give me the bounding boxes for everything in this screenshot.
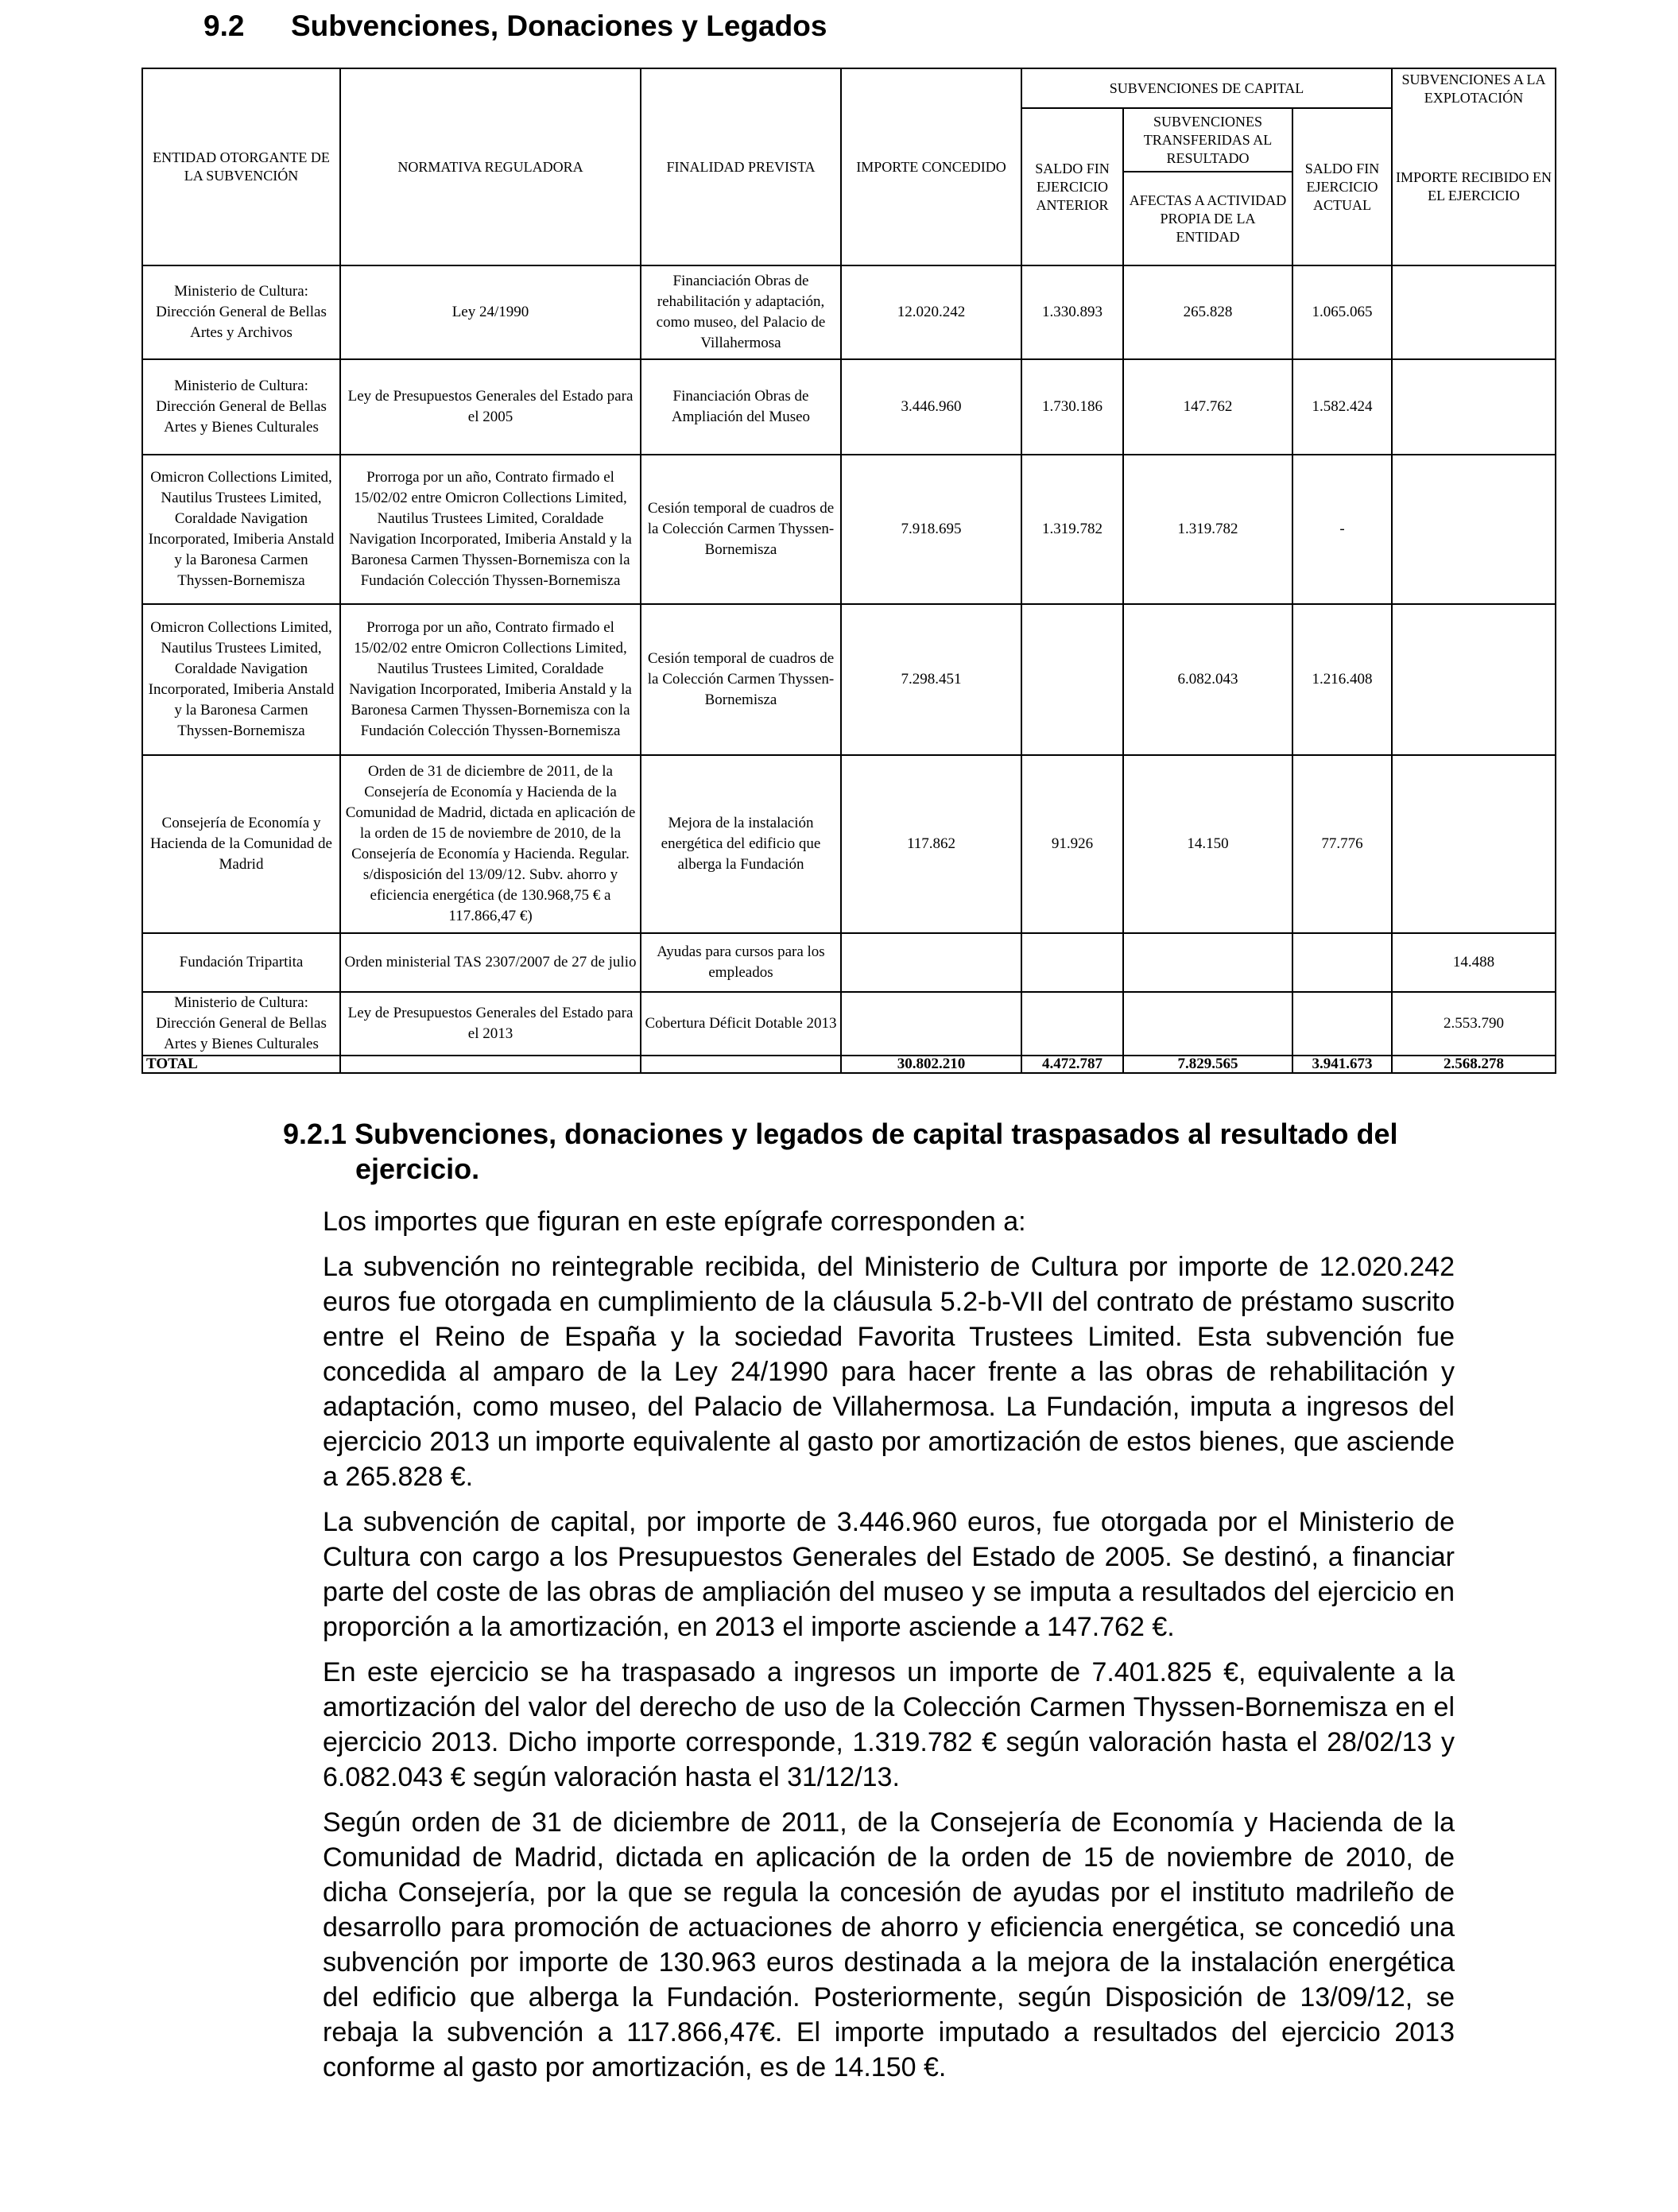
cell-entidad: Ministerio de Cultura: Dirección General de Bellas Artes y Bienes Culturales [142,992,340,1056]
cell-normativa: Prorroga por un año, Contrato firmado el 15/02/02 entre Omicron Collections Limited, Nautilus Trustees Limited, Coraldade Navigation Incorporated, Imiberia Anstald y la Baronesa Carmen Thyssen-Bornemisza con la Fundación Colección Thyssen-Bornemisza [340,604,641,755]
cell-afectas: 147.762 [1123,359,1292,455]
table-row [142,455,1556,604]
paragraph-consejeria-madrid: Según orden de 31 de diciembre de 2011, de la Consejería de Economía y Hacienda de la Comunidad de Madrid, dictada en aplicación de la orden de 15 de noviembre de 2010, de dicha Consejería, por la que se regula la concesión de ayudas por el instituto madrileño de desarrollo para promoción de actuaciones de ahorro y eficiencia energética, se concedió una subvención por importe de 130.963 euros destinada a la mejora de la instalación energética del edificio que alberga la Fundación. Posteriormente, según Disposición de 13/09/12, se rebaja la subvención a 117.866,47€. El importe imputado a resultados del ejercicio 2013 conforme al gasto por amortización, es de 14.150 €. [323,1807,1455,2082]
header-explotacion-group: SUBVENCIONES A LA EXPLOTACIÓN [1392,68,1556,108]
total-empty-normativa [340,1056,641,1073]
total-saldo-anterior: 4.472.787 [1021,1056,1123,1073]
cell-recibido [1392,755,1556,933]
subsection-heading [283,1117,1475,1187]
header-saldo-anterior: SALDO FIN EJERCICIO ANTERIOR [1021,108,1123,265]
cell-importe: 7.298.451 [841,604,1021,755]
cell-importe: 117.862 [841,755,1021,933]
cell-importe: 12.020.242 [841,265,1021,359]
cell-saldo-anterior [1021,992,1123,1056]
cell-finalidad: Cesión temporal de cuadros de la Colección Carmen Thyssen-Bornemisza [641,455,841,604]
cell-normativa: Ley de Presupuestos Generales del Estado para el 2005 [340,359,641,455]
cell-saldo-actual: 77.776 [1292,755,1392,933]
cell-afectas [1123,992,1292,1056]
paragraph-subvencion-capital: La subvención de capital, por importe de 3.446.960 euros, fue otorgada por el Ministerio de Cultura con cargo a los Presupuestos Generales del Estado de 2005. Se destinó, a financiar parte del coste de las obras de ampliación del museo y se imputa a resultados del ejercicio en proporción a la amortización, en 2013 el importe asciende a 147.762 €. [323,1507,1455,1642]
cell-saldo-anterior: 1.730.186 [1021,359,1123,455]
cell-afectas [1123,933,1292,992]
paragraph-intro: Los importes que figuran en este epígrafe corresponden a: [323,1207,1026,1237]
cell-entidad: Ministerio de Cultura: Dirección General de Bellas Artes y Archivos [142,265,340,359]
total-afectas: 7.829.565 [1123,1056,1292,1073]
section-number: 9.2 [203,10,245,42]
cell-entidad: Omicron Collections Limited, Nautilus Trustees Limited, Coraldade Navigation Incorporated, Imiberia Anstald y la Baronesa Carmen Thyssen-Bornemisza [142,455,340,604]
paragraph-coleccion-thyssen: En este ejercicio se ha traspasado a ingresos un importe de 7.401.825 €, equivalente a la amortización del valor del derecho de uso de la Colección Carmen Thyssen-Bornemisza en el ejercicio 2013. Dicho importe corresponde, 1.319.782 € según valoración hasta el 28/02/13 y 6.082.043 € según valoración hasta el 31/12/13. [323,1657,1455,1792]
header-importe: IMPORTE CONCEDIDO [841,68,1021,265]
cell-normativa: Prorroga por un año, Contrato firmado el 15/02/02 entre Omicron Collections Limited, Nautilus Trustees Limited, Coraldade Navigation Incorporated, Imiberia Anstald y la Baronesa Carmen Thyssen-Bornemisza con la Fundación Colección Thyssen-Bornemisza [340,455,641,604]
cell-recibido [1392,359,1556,455]
cell-entidad: Consejería de Economía y Hacienda de la Comunidad de Madrid [142,755,340,933]
cell-saldo-anterior: 91.926 [1021,755,1123,933]
section-heading [203,10,827,43]
table-row [142,359,1556,455]
cell-finalidad: Cobertura Déficit Dotable 2013 [641,992,841,1056]
cell-saldo-anterior: 1.330.893 [1021,265,1123,359]
subsection-title-line2: ejercicio. [355,1152,480,1185]
cell-importe: 7.918.695 [841,455,1021,604]
cell-recibido [1392,265,1556,359]
cell-saldo-anterior [1021,604,1123,755]
table-row [142,755,1556,933]
total-empty-finalidad [641,1056,841,1073]
cell-normativa: Ley de Presupuestos Generales del Estado para el 2013 [340,992,641,1056]
cell-importe [841,992,1021,1056]
cell-importe [841,933,1021,992]
total-row [142,1056,1556,1073]
header-capital-group: SUBVENCIONES DE CAPITAL [1021,68,1392,108]
cell-afectas: 265.828 [1123,265,1292,359]
cell-recibido: 2.553.790 [1392,992,1556,1056]
header-afectas: AFECTAS A ACTIVIDAD PROPIA DE LA ENTIDAD [1123,172,1292,265]
cell-normativa: Ley 24/1990 [340,265,641,359]
cell-saldo-actual: 1.582.424 [1292,359,1392,455]
cell-entidad: Omicron Collections Limited, Nautilus Trustees Limited, Coraldade Navigation Incorporated, Imiberia Anstald y la Baronesa Carmen Thyssen-Bornemisza [142,604,340,755]
cell-saldo-actual [1292,933,1392,992]
cell-saldo-anterior [1021,933,1123,992]
cell-normativa: Orden de 31 de diciembre de 2011, de la Consejería de Economía y Hacienda de la Comunidad de Madrid, dictada en aplicación de la orden de 15 de noviembre de 2010, de la Consejería de Economía y Hacienda. Regular. s/disposición del 13/09/12. Subv. ahorro y eficiencia energética (de 130.968,75 € a 117.866,47 €) [340,755,641,933]
cell-finalidad: Financiación Obras de rehabilitación y adaptación, como museo, del Palacio de Villahermosa [641,265,841,359]
subsection-title-line1: 9.2.1 Subvenciones, donaciones y legados de capital traspasados al resultado del [283,1118,1398,1150]
paragraph-ministerio-cultura: La subvención no reintegrable recibida, del Ministerio de Cultura por importe de 12.020.242 euros fue otorgada en cumplimiento de la cláusula 5.2-b-VII del contrato de préstamo suscrito entre el Reino de España y la sociedad Favorita Trustees Limited. Esta subvención fue concedida al amparo de la Ley 24/1990 para hacer frente a las obras de rehabilitación y adaptación, como museo, del Palacio de Villahermosa. La Fundación, imputa a ingresos del ejercicio 2013 un importe equivalente al gasto por amortización de estos bienes, que asciende a 265.828 €. [323,1252,1455,1492]
cell-recibido [1392,604,1556,755]
cell-finalidad: Ayudas para cursos para los empleados [641,933,841,992]
header-row-1 [142,68,1556,108]
header-finalidad: FINALIDAD PREVISTA [641,68,841,265]
cell-finalidad: Mejora de la instalación energética del edificio que alberga la Fundación [641,755,841,933]
cell-finalidad: Cesión temporal de cuadros de la Colección Carmen Thyssen-Bornemisza [641,604,841,755]
header-saldo-actual: SALDO FIN EJERCICIO ACTUAL [1292,108,1392,265]
total-label: TOTAL [142,1056,340,1073]
section-title: Subvenciones, Donaciones y Legados [291,10,827,42]
table-row [142,604,1556,755]
cell-entidad: Ministerio de Cultura: Dirección General de Bellas Artes y Bienes Culturales [142,359,340,455]
cell-afectas: 6.082.043 [1123,604,1292,755]
cell-normativa: Orden ministerial TAS 2307/2007 de 27 de julio [340,933,641,992]
header-entidad: ENTIDAD OTORGANTE DE LA SUBVENCIÓN [142,68,340,265]
cell-saldo-actual: 1.065.065 [1292,265,1392,359]
cell-afectas: 1.319.782 [1123,455,1292,604]
body-text [323,1204,1455,2095]
cell-saldo-actual [1292,992,1392,1056]
table-row [142,933,1556,992]
cell-recibido: 14.488 [1392,933,1556,992]
total-saldo-actual: 3.941.673 [1292,1056,1392,1073]
header-transferidas: SUBVENCIONES TRANSFERIDAS AL RESULTADO [1123,108,1292,172]
total-recibido: 2.568.278 [1392,1056,1556,1073]
cell-saldo-actual: - [1292,455,1392,604]
table-row [142,265,1556,359]
cell-finalidad: Financiación Obras de Ampliación del Museo [641,359,841,455]
cell-recibido [1392,455,1556,604]
subsidies-table [141,68,1556,1074]
table-row [142,992,1556,1056]
cell-saldo-actual: 1.216.408 [1292,604,1392,755]
cell-entidad: Fundación Tripartita [142,933,340,992]
cell-afectas: 14.150 [1123,755,1292,933]
header-normativa: NORMATIVA REGULADORA [340,68,641,265]
cell-saldo-anterior: 1.319.782 [1021,455,1123,604]
cell-importe: 3.446.960 [841,359,1021,455]
header-importe-recibido: IMPORTE RECIBIDO EN EL EJERCICIO [1392,108,1556,265]
total-importe: 30.802.210 [841,1056,1021,1073]
